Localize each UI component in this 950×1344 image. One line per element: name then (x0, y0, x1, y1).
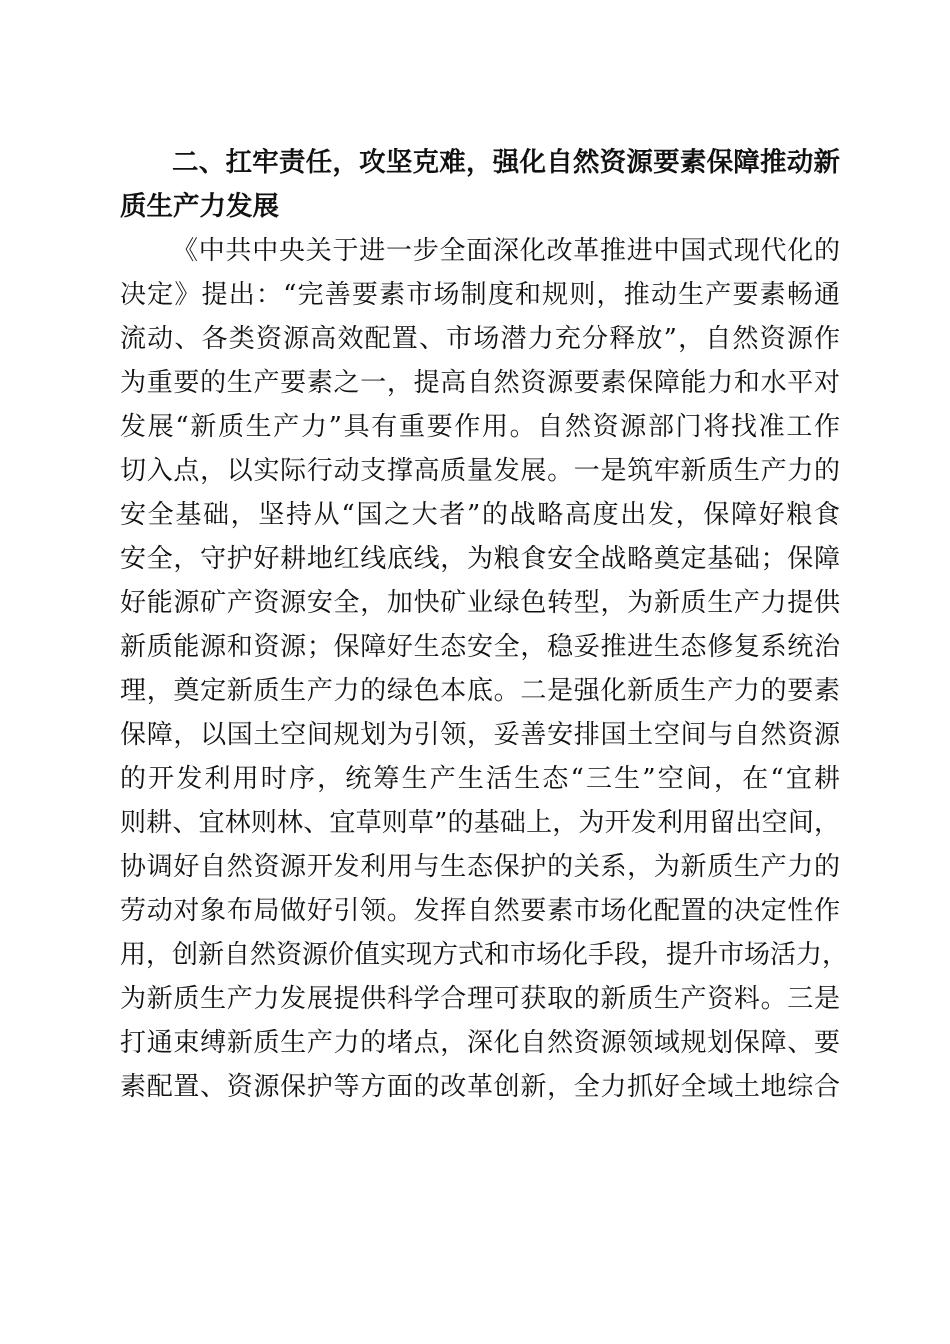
paragraph-line: 打通束缚新质生产力的堵点，深化自然资源领域规划保障、要 (120, 1028, 840, 1058)
paragraph-line: 为新质生产力发展提供科学合理可获取的新质生产资料。三是 (120, 984, 840, 1014)
paragraph-line: 好能源矿产资源安全，加快矿业绿色转型，为新质生产力提供 (120, 588, 840, 618)
heading-line-2: 质生产力发展 (120, 191, 279, 222)
paragraph-line: 新质能源和资源；保障好生态安全，稳妥推进生态修复系统治 (120, 632, 840, 662)
paragraph-line: 协调好自然资源开发利用与生态保护的关系，为新质生产力的 (120, 852, 840, 882)
paragraph-line: 则耕、宜林则林、宜草则草”的基础上，为开发利用留出空间， (120, 808, 840, 838)
paragraph-line: 切入点，以实际行动支撑高质量发展。一是筑牢新质生产力的 (120, 456, 840, 486)
paragraph-line: 流动、各类资源高效配置、市场潜力充分释放”，自然资源作 (120, 324, 840, 354)
paragraph-line: 为重要的生产要素之一，提高自然资源要素保障能力和水平对 (120, 368, 840, 398)
paragraph-line: 决定》提出：“完善要素市场制度和规则，推动生产要素畅通 (120, 280, 840, 310)
paragraph-line: 《中共中央关于进一步全面深化改革推进中国式现代化的 (172, 236, 840, 266)
heading-line-1: 二、扛牢责任，攻坚克难，强化自然资源要素保障推动新 (172, 147, 840, 178)
paragraph-line: 素配置、资源保护等方面的改革创新，全力抓好全域土地综合 (120, 1072, 840, 1102)
paragraph-line: 劳动对象布局做好引领。发挥自然要素市场化配置的决定性作 (120, 896, 840, 926)
paragraph-line: 发展“新质生产力”具有重要作用。自然资源部门将找准工作 (120, 412, 840, 442)
section-heading (120, 141, 840, 229)
paragraph-line: 安全，守护好耕地红线底线，为粮食安全战略奠定基础；保障 (120, 544, 840, 574)
body-paragraph (120, 229, 849, 1109)
paragraph-line: 保障，以国土空间规划为引领，妥善安排国土空间与自然资源 (120, 720, 840, 750)
paragraph-line: 安全基础，坚持从“国之大者”的战略高度出发，保障好粮食 (120, 500, 840, 530)
paragraph-line: 理，奠定新质生产力的绿色本底。二是强化新质生产力的要素 (120, 676, 840, 706)
paragraph-line: 用，创新自然资源价值实现方式和市场化手段，提升市场活力， (120, 940, 849, 970)
paragraph-line: 的开发利用时序，统筹生产生活生态“三生”空间，在“宜耕 (120, 764, 840, 794)
